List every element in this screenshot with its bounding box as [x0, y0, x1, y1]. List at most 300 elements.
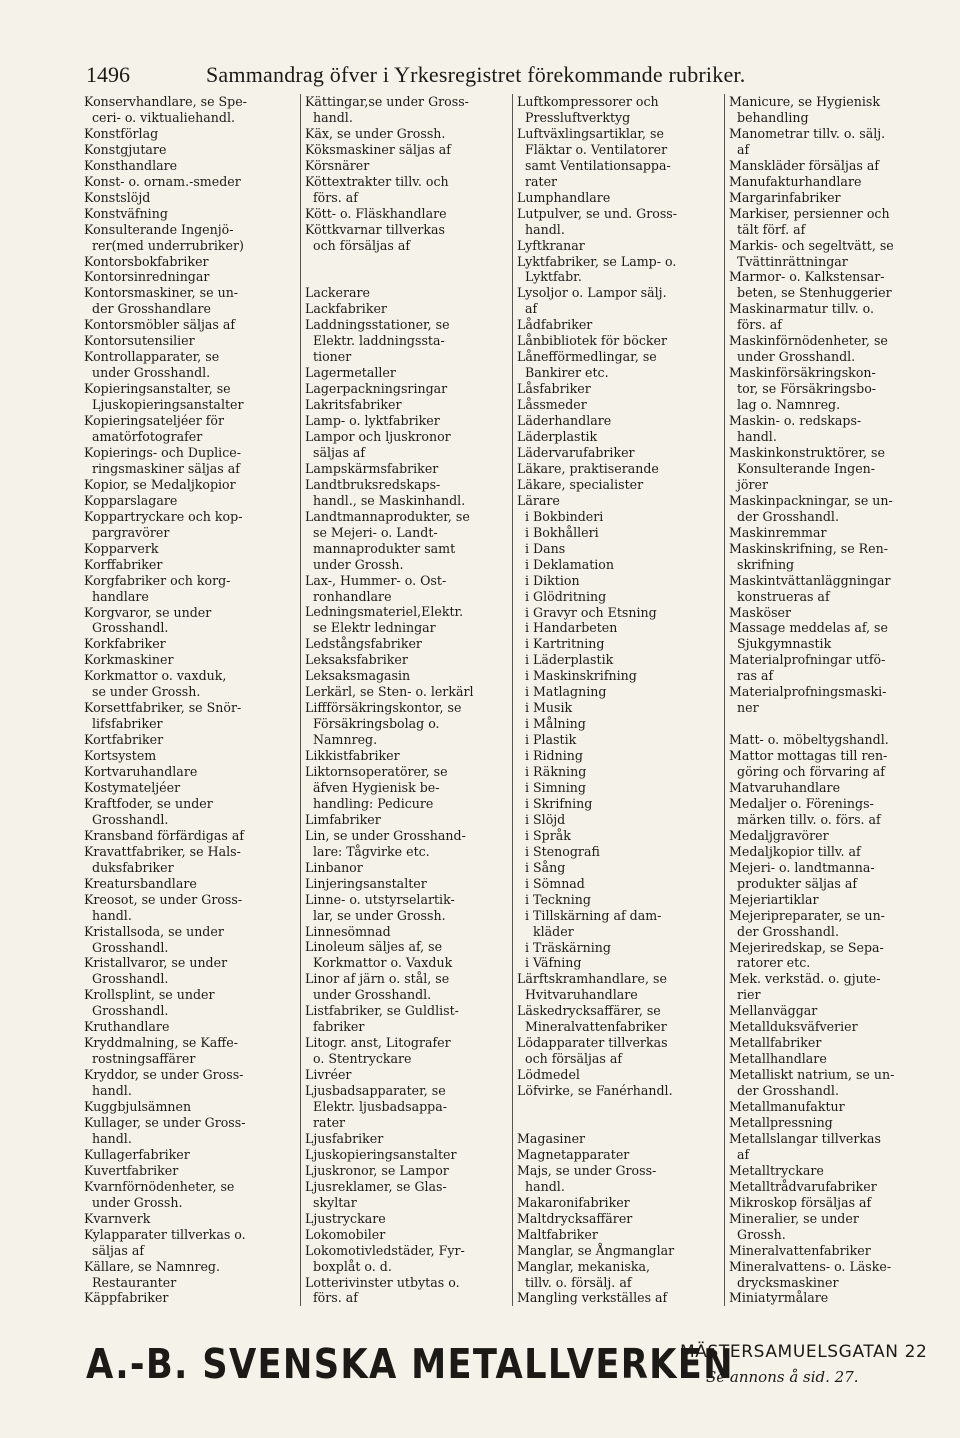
register-line: Korkmattor o. Vaxduk	[305, 955, 453, 971]
register-line: Maskinkonstruktörer, se	[729, 444, 885, 460]
register-line: Ljustryckare	[305, 1210, 386, 1226]
register-line: Lärare	[517, 492, 560, 508]
register-line: Grosshandl.	[84, 620, 169, 636]
register-line: i Ridning	[517, 748, 583, 764]
register-line: Kryddmalning, se Kaffe-	[84, 1035, 238, 1051]
register-line: Limfabriker	[305, 811, 381, 827]
register-line: Grosshandl.	[84, 1003, 169, 1019]
register-line: Lärftskramhandlare, se	[517, 971, 667, 987]
register-line: Låssmeder	[517, 397, 587, 413]
register-line: rater	[305, 1114, 346, 1130]
register-line: Masköser	[729, 604, 792, 620]
register-line: Lakritsfabriker	[305, 397, 402, 413]
register-line: i Deklamation	[517, 556, 614, 572]
register-line: af	[517, 301, 538, 317]
register-line: produkter säljas af	[729, 875, 858, 891]
register-line: Lysoljor o. Lampor sälj.	[517, 285, 667, 301]
register-line: Mejeri- o. landtmanna-	[729, 859, 875, 875]
register-line: Majs, se under Gross-	[517, 1162, 657, 1178]
register-line: i Skrifning	[517, 795, 593, 811]
register-line: i Kartritning	[517, 636, 605, 652]
register-line: Marmor- o. Kalkstensar-	[729, 269, 885, 285]
register-line: Konstförlag	[84, 125, 159, 141]
register-line: Metalltrådvarufabriker	[729, 1178, 877, 1194]
register-line: Lyktfabr.	[517, 269, 582, 285]
register-line: der Grosshandl.	[729, 1083, 839, 1099]
register-line: handl.	[517, 1178, 565, 1194]
register-line: Konst- o. ornam.-smeder	[84, 173, 241, 189]
register-line: Ledningsmateriel,Elektr.	[305, 604, 464, 620]
register-line: Maskintvättanläggningar	[729, 572, 891, 588]
ad-company-name: A.-B. SVENSKA METALLVERKEN	[86, 1340, 734, 1388]
register-line: Kopieringsateljéer för	[84, 413, 225, 429]
register-line: Kvarnförnödenheter, se	[84, 1178, 235, 1194]
register-line: Korkmaskiner	[84, 652, 174, 668]
register-line: Mellanväggar	[729, 1003, 818, 1019]
register-line: se Mejeri- o. Landt-	[305, 524, 438, 540]
register-line: Lådfabriker	[517, 317, 593, 333]
register-line: Lax-, Hummer- o. Ost-	[305, 572, 447, 588]
register-line: Mejeriartiklar	[729, 891, 819, 907]
register-line: Landtbruksredskaps-	[305, 476, 441, 492]
register-columns	[84, 94, 940, 1334]
register-line: Mineralvattenfabriker	[517, 1019, 667, 1035]
register-line: Margarinfabriker	[729, 189, 841, 205]
register-line: ceri- o. viktualiehandl.	[84, 109, 235, 125]
register-line: Kortfabriker	[84, 732, 164, 748]
register-line: Manufakturhandlare	[729, 173, 862, 189]
page-number: 1496	[86, 62, 130, 87]
register-line: Kuvertfabriker	[84, 1162, 179, 1178]
register-line: Korkfabriker	[84, 636, 166, 652]
register-line: lifsfabriker	[84, 716, 163, 732]
register-line: Kristallsoda, se under	[84, 923, 224, 939]
register-line: Låsfabriker	[517, 381, 591, 397]
register-line: i Teckning	[517, 891, 591, 907]
register-line: Linnesömnad	[305, 923, 391, 939]
register-line: se under Grossh.	[84, 684, 201, 700]
column-2	[300, 94, 505, 1306]
register-line: i Glödritning	[517, 588, 607, 604]
page-title: Sammandrag öfver i Yrkesregistret förekommande rubriker.	[206, 62, 746, 87]
register-line: Lyftkranar	[517, 237, 585, 253]
register-line: ronhandlare	[305, 588, 392, 604]
register-line: Kontrollapparater, se	[84, 349, 220, 365]
register-line: Manglar, se Ångmanglar	[517, 1242, 675, 1258]
register-line: i Maskinskrifning	[517, 668, 637, 684]
register-line: Lagermetaller	[305, 365, 396, 381]
register-line: Mek. verkstäd. o. gjute-	[729, 971, 881, 987]
register-line: Linoleum säljes af, se	[305, 939, 443, 955]
register-line: Korsettfabriker, se Snör-	[84, 700, 242, 716]
register-line: Försäkringsbolag o.	[305, 716, 440, 732]
register-line: tor, se Försäkringsbo-	[729, 381, 877, 397]
register-line: Ljuskronor, se Lampor	[305, 1162, 449, 1178]
register-line: Korffabriker	[84, 556, 163, 572]
register-line: konstrueras af	[729, 588, 830, 604]
register-line: i Diktion	[517, 572, 580, 588]
register-line: Kontorsbokfabriker	[84, 253, 209, 269]
register-line: Konsulterande Ingenjö-	[84, 221, 234, 237]
register-line: Kristallvaror, se under	[84, 955, 228, 971]
register-line: Fläktar o. Ventilatorer	[517, 141, 668, 157]
register-line: Manometrar tillv. o. sälj.	[729, 125, 886, 141]
register-line: Kruthandlare	[84, 1019, 170, 1035]
register-line: Markis- och segeltvätt, se	[729, 237, 894, 253]
register-line: Restauranter	[84, 1274, 177, 1290]
register-line: Namnreg.	[305, 732, 378, 748]
register-line: Grossh.	[729, 1226, 786, 1242]
ad-page-reference: Se annons å sid. 27.	[706, 1368, 859, 1386]
register-line: Luftväxlingsartiklar, se	[517, 125, 664, 141]
register-line: Lokomobiler	[305, 1226, 386, 1242]
register-line: ringsmaskiner säljas af	[84, 460, 240, 476]
register-line: Pressluftverktyg	[517, 109, 631, 125]
register-line: Köksmaskiner säljas af	[305, 141, 451, 157]
register-line: Mejeriredskap, se Sepa-	[729, 939, 884, 955]
column-3	[512, 94, 717, 1306]
register-line: Ljusbadsapparater, se	[305, 1083, 446, 1099]
register-line: lare: Tågvirke etc.	[305, 843, 430, 859]
register-line: Ljuskopieringsanstalter	[305, 1146, 457, 1162]
register-line: Metallslangar tillverkas	[729, 1130, 882, 1146]
register-line: Mineralier, se under	[729, 1210, 859, 1226]
register-line: der Grosshandlare	[84, 301, 211, 317]
register-line: behandling	[729, 109, 809, 125]
register-line: Käppfabriker	[84, 1290, 169, 1306]
register-line: säljas af	[84, 1242, 145, 1258]
register-line: Maskinarmatur tillv. o.	[729, 301, 874, 317]
register-line: Ljuskopieringsanstalter	[84, 397, 244, 413]
register-line: Mejeripreparater, se un-	[729, 907, 885, 923]
register-line: Läderplastik	[517, 429, 598, 445]
register-line: Krollsplint, se under	[84, 987, 215, 1003]
register-line: mannaprodukter samt	[305, 540, 456, 556]
register-line: handlare	[84, 588, 149, 604]
register-line: Lyktfabriker, se Lamp- o.	[517, 253, 677, 269]
register-line: Matvaruhandlare	[729, 779, 841, 795]
register-line: Konstgjutare	[84, 141, 167, 157]
register-line: och försäljas af	[517, 1051, 623, 1067]
register-line: i Matlagning	[517, 684, 607, 700]
register-line: Grosshandl.	[84, 971, 169, 987]
register-line: Kopior, se Medaljkopior	[84, 476, 236, 492]
register-line: Manglar, mekaniska,	[517, 1258, 651, 1274]
register-line: under Grosshandl.	[84, 365, 211, 381]
register-line: rer(med underrubriker)	[84, 237, 244, 253]
register-line: pargravörer	[84, 524, 170, 540]
register-line: o. Stentryckare	[305, 1051, 412, 1067]
register-line: Kryddor, se under Gross-	[84, 1067, 244, 1083]
column-4	[724, 94, 941, 1306]
register-line: Manskläder försäljas af	[729, 157, 879, 173]
register-line: Elektr. ljusbadsappa-	[305, 1099, 448, 1115]
register-line: Maskin- o. redskaps-	[729, 413, 862, 429]
register-line: i Räkning	[517, 764, 587, 780]
register-line	[517, 1115, 717, 1131]
register-line: i Språk	[517, 827, 571, 843]
register-line: Metallmanufaktur	[729, 1099, 845, 1115]
register-line: handl.	[729, 429, 777, 445]
register-line: Kransband förfärdigas af	[84, 827, 245, 843]
register-line: Liktornsoperatörer, se	[305, 764, 448, 779]
register-line: handl.	[84, 1130, 132, 1146]
register-line: Grosshandl.	[84, 811, 169, 827]
register-line: Läkare, praktiserande	[517, 460, 659, 476]
register-line: Lerkärl, se Sten- o. lerkärl	[305, 684, 474, 700]
register-line: Materialprofningsmaski-	[729, 684, 887, 700]
register-line: Lackfabriker	[305, 301, 387, 317]
register-line: tält förf. af	[729, 221, 806, 237]
register-line: Lin, se under Grosshand-	[305, 827, 466, 843]
register-line: Massage meddelas af, se	[729, 620, 888, 636]
column-1	[84, 94, 284, 1306]
register-line: under Grossh.	[84, 1194, 183, 1210]
register-line: Landtmannaprodukter, se	[305, 508, 470, 524]
register-line	[305, 254, 505, 270]
register-line: duksfabriker	[84, 859, 174, 875]
register-line: Körsnärer	[305, 157, 370, 173]
register-line: i Plastik	[517, 732, 577, 748]
register-line: Maltdrycksaffärer	[517, 1210, 633, 1226]
register-line: Maskinremmar	[729, 524, 827, 540]
register-line: Elektr. laddningssta-	[305, 333, 445, 349]
register-line: äfven Hygienisk be-	[305, 779, 440, 795]
register-line: Konsthandlare	[84, 157, 178, 173]
register-line: Kortvaruhandlare	[84, 764, 198, 780]
register-line: af	[729, 1146, 750, 1162]
register-line: tillv. o. försälj. af	[517, 1274, 632, 1290]
register-line: Kravattfabriker, se Hals-	[84, 843, 241, 859]
register-line: Manicure, se Hygienisk	[729, 94, 880, 109]
register-line: under Grosshandl.	[305, 987, 432, 1003]
register-line: Grosshandl.	[84, 939, 169, 955]
register-line: i Läderplastik	[517, 652, 614, 668]
register-line: Lotterivinster utbytas o.	[305, 1274, 460, 1290]
register-line: ratorer etc.	[729, 955, 811, 971]
register-line: Matt- o. möbeltygshandl.	[729, 732, 889, 748]
register-line: Koppartryckare och kop-	[84, 508, 243, 524]
register-line: Lamp- o. lyktfabriker	[305, 413, 440, 429]
register-line: rier	[729, 987, 761, 1003]
register-line: rater	[517, 173, 558, 189]
register-line: af	[729, 141, 750, 157]
register-line: beten, se Stenhuggerier	[729, 285, 892, 301]
register-line: Kött- o. Fläskhandlare	[305, 205, 447, 221]
register-line: Mikroskop försäljas af	[729, 1194, 872, 1210]
register-line: i Gravyr och Etsning	[517, 604, 657, 620]
register-line: och försäljas af	[305, 237, 411, 253]
register-line: Kreosot, se under Gross-	[84, 891, 243, 907]
register-line: Bankirer etc.	[517, 365, 609, 381]
register-line: Läderhandlare	[517, 413, 612, 429]
register-line: Kopieringsanstalter, se	[84, 381, 231, 397]
register-line: Lagerpackningsringar	[305, 381, 448, 397]
register-line: Metallduksväfverier	[729, 1019, 858, 1035]
register-line: säljas af	[305, 444, 366, 460]
register-line: Liffförsäkringskontor, se	[305, 700, 462, 716]
register-line: i Väfning	[517, 955, 582, 971]
register-line: Markiser, persienner och	[729, 205, 890, 221]
register-line: Lutpulver, se und. Gross-	[517, 205, 677, 221]
register-line: Konstväfning	[84, 205, 168, 221]
register-line: Likkistfabriker	[305, 748, 400, 764]
register-line: Korkmattor o. vaxduk,	[84, 668, 227, 684]
register-line: Linjeringsanstalter	[305, 875, 427, 891]
register-line: Metallfabriker	[729, 1035, 822, 1051]
register-line: Kopparslagare	[84, 492, 178, 508]
register-line: Kostymateljéer	[84, 779, 181, 795]
register-line: Hvitvaruhandlare	[517, 987, 638, 1003]
register-line: förs. af	[305, 1290, 358, 1306]
register-line: i Slöjd	[517, 811, 566, 827]
register-line: handl.	[517, 221, 565, 237]
register-line: i Sång	[517, 859, 566, 875]
register-line: Konsulterande Ingen-	[729, 460, 876, 476]
register-line: Lampor och ljuskronor	[305, 428, 451, 444]
register-line: kläder	[517, 923, 574, 939]
register-line: Mattor mottagas till ren-	[729, 748, 888, 764]
register-line: Kullager, se under Gross-	[84, 1115, 246, 1130]
register-line: Linor af järn o. stål, se	[305, 971, 450, 987]
register-line: samt Ventilationsappa-	[517, 157, 671, 173]
register-line: i Simning	[517, 779, 586, 795]
register-line: skrifning	[729, 556, 795, 572]
register-line: Metallhandlare	[729, 1051, 827, 1067]
register-line: Livréer	[305, 1067, 352, 1083]
register-line: märken tillv. o. förs. af	[729, 811, 881, 827]
register-line: Lädervarufabriker	[517, 444, 635, 460]
register-line	[729, 716, 941, 732]
register-line: under Grossh.	[305, 556, 404, 572]
register-line: Medaljkopior tillv. af	[729, 843, 861, 859]
register-line: Mineralvattenfabriker	[729, 1242, 871, 1258]
register-line: drycksmaskiner	[729, 1274, 839, 1290]
register-line: i Bokhålleri	[517, 524, 599, 540]
register-line: Köttkvarnar tillverkas	[305, 221, 446, 237]
register-line: Miniatyrmålare	[729, 1290, 829, 1306]
register-line: der Grosshandl.	[729, 923, 839, 939]
register-line: Kortsystem	[84, 748, 157, 764]
register-line: Korgfabriker och korg-	[84, 572, 231, 588]
register-line: förs. af	[729, 317, 782, 333]
register-line: lag o. Namnreg.	[729, 397, 841, 413]
register-line: fabriker	[305, 1019, 365, 1035]
register-line: Löfvirke, se Fanérhandl.	[517, 1083, 673, 1099]
register-line: Kontorsutensilier	[84, 333, 195, 349]
register-line: jörer	[729, 476, 768, 492]
register-line: Lumphandlare	[517, 189, 611, 205]
register-line: i Dans	[517, 540, 566, 556]
register-line: handling: Pedicure	[305, 795, 434, 811]
register-line: Kättingar,se under Gross-	[305, 94, 469, 109]
register-line: Lokomotivledstäder, Fyr-	[305, 1242, 465, 1258]
register-line: Läkare, specialister	[517, 476, 644, 492]
register-line: under Grosshandl.	[729, 349, 856, 365]
register-line: i Bokbinderi	[517, 508, 604, 524]
register-line: Läskedrycksaffärer, se	[517, 1003, 661, 1019]
register-line: i Stenografi	[517, 843, 600, 859]
register-line: Mineralvattens- o. Läske-	[729, 1258, 892, 1274]
register-line: Maskinskrifning, se Ren-	[729, 540, 888, 556]
register-line	[305, 269, 505, 285]
register-line: Medaljer o. Förenings-	[729, 795, 874, 811]
register-line: Konstslöjd	[84, 189, 151, 205]
register-line: der Grosshandl.	[729, 508, 839, 524]
register-line: Lödmedel	[517, 1067, 580, 1083]
register-line: Kontorsmaskiner, se un-	[84, 285, 239, 301]
ad-street-address: MÄSTERSAMUELSGATAN 22	[680, 1342, 928, 1362]
register-line: Ljusreklamer, se Glas-	[305, 1178, 447, 1194]
register-line: Laddningsstationer, se	[305, 317, 450, 333]
register-line: Medaljgravörer	[729, 827, 829, 843]
register-line: Sjukgymnastik	[729, 636, 832, 652]
register-line: Ledstångsfabriker	[305, 636, 422, 652]
register-line: Ljusfabriker	[305, 1130, 384, 1146]
register-line: Metallpressning	[729, 1114, 833, 1130]
register-line: Lampskärmsfabriker	[305, 460, 439, 476]
register-line: boxplåt o. d.	[305, 1258, 392, 1274]
register-line: i Målning	[517, 716, 586, 732]
register-line: Maskinförnödenheter, se	[729, 333, 888, 349]
register-line: Källare, se Namnreg.	[84, 1258, 220, 1274]
page-header	[86, 62, 926, 92]
register-line: Lånbibliotek för böcker	[517, 333, 667, 349]
register-line: förs. af	[305, 189, 358, 205]
register-line: Köttextrakter tillv. och	[305, 173, 449, 189]
register-line: Maltfabriker	[517, 1226, 598, 1242]
register-line: Kylapparater tillverkas o.	[84, 1226, 246, 1242]
register-line: i Handarbeten	[517, 620, 618, 636]
register-line: handl.	[305, 109, 353, 125]
register-line: Litogr. anst, Litografer	[305, 1035, 451, 1051]
register-line: lar, se under Grossh.	[305, 907, 446, 923]
register-line: rostningsaffärer	[84, 1051, 196, 1067]
register-line: i Tillskärning af dam-	[517, 907, 662, 923]
register-line: skyltar	[305, 1194, 357, 1210]
register-line: ras af	[729, 668, 774, 684]
register-line: Korgvaror, se under	[84, 604, 212, 620]
register-line: Linbanor	[305, 859, 363, 875]
register-line: Kontorsinredningar	[84, 269, 210, 285]
register-line: Maskinpackningar, se un-	[729, 492, 893, 508]
register-line: Käx, se under Grossh.	[305, 125, 446, 141]
register-line: Metalliskt natrium, se un-	[729, 1067, 895, 1083]
register-line: Linne- o. utstyrselartik-	[305, 891, 455, 907]
register-line: i Träskärning	[517, 939, 611, 955]
register-line: Mangling verkställes af	[517, 1290, 668, 1306]
register-line: Kuggbjulsämnen	[84, 1099, 192, 1115]
register-line: Kreatursbandlare	[84, 875, 197, 891]
register-line: Metalltryckare	[729, 1162, 824, 1178]
register-line: Leksaksfabriker	[305, 652, 408, 668]
register-line: Kullagerfabriker	[84, 1146, 190, 1162]
register-line: Luftkompressorer och	[517, 94, 659, 109]
register-line: Materialprofningar utfö-	[729, 652, 886, 668]
register-line: tioner	[305, 349, 352, 365]
advertisement-banner	[86, 1336, 936, 1396]
register-line: amatörfotografer	[84, 429, 203, 445]
register-line: handl.	[84, 907, 132, 923]
register-line: Konservhandlare, se Spe-	[84, 94, 247, 109]
register-line: Kontorsmöbler säljas af	[84, 317, 236, 333]
register-line	[517, 1099, 717, 1115]
register-line: Lackerare	[305, 285, 371, 301]
register-line: Listfabriker, se Guldlist-	[305, 1003, 459, 1019]
register-line: Maskinförsäkringskon-	[729, 365, 876, 381]
register-line: Kopierings- och Duplice-	[84, 444, 241, 460]
register-line: se Elektr ledningar	[305, 620, 436, 636]
